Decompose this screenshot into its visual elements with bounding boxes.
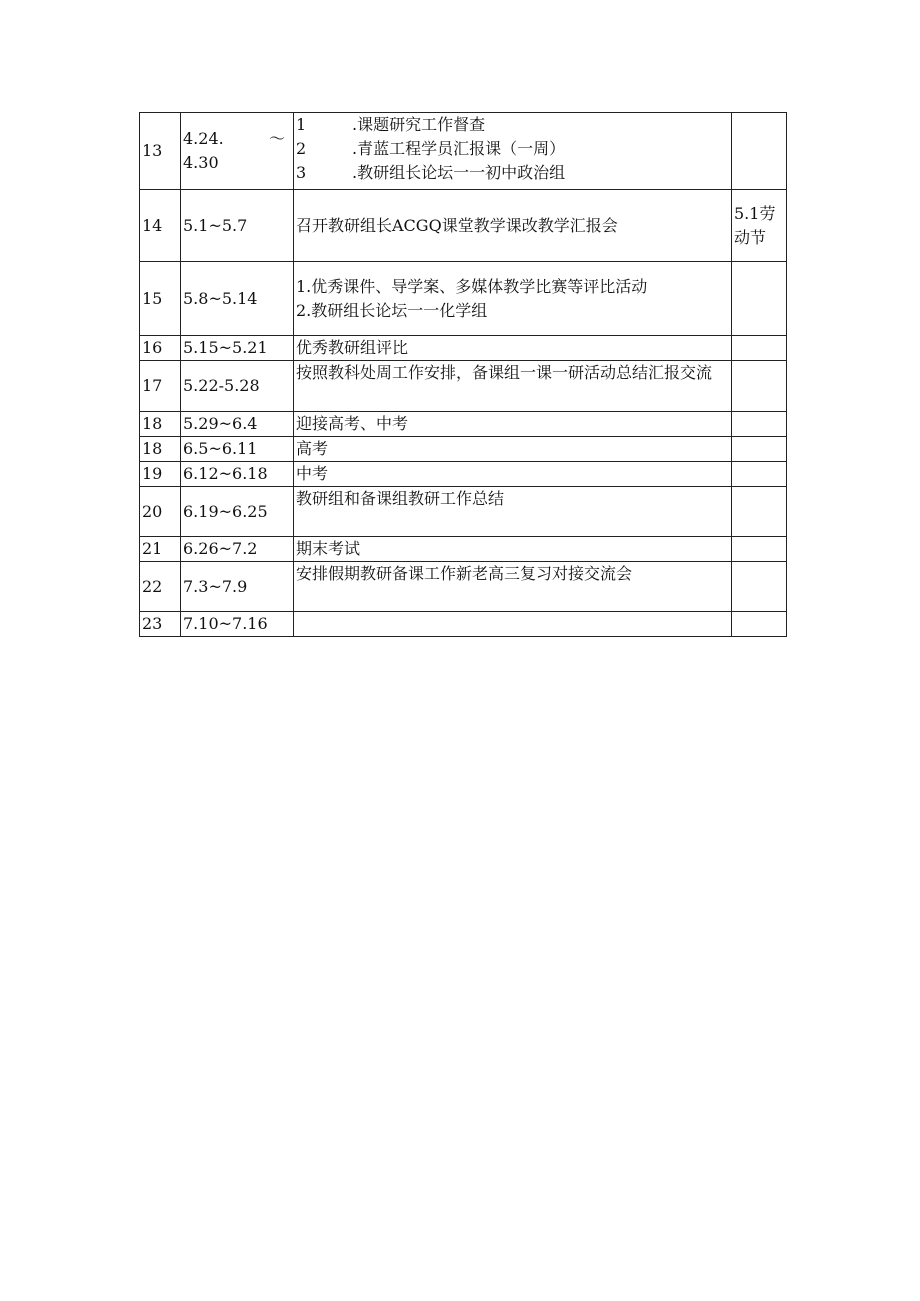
- table-row: [140, 190, 787, 262]
- table-row: [140, 412, 787, 437]
- activity-cell: 中考: [294, 462, 732, 487]
- activity-line: 1.优秀课件、导学案、多媒体教学比赛等评比活动: [296, 276, 648, 296]
- date-start: 4.24.: [183, 129, 224, 148]
- activity-cell: 期末考试: [294, 537, 732, 562]
- week-cell: 23: [140, 612, 181, 637]
- note-cell: [732, 562, 787, 612]
- item-text: .课题研究工作督查: [352, 115, 486, 134]
- week-cell: 18: [140, 437, 181, 462]
- week-cell: 17: [140, 361, 181, 412]
- activity-cell: [294, 612, 732, 637]
- table-row: [140, 462, 787, 487]
- activity-cell: 安排假期教研备课工作新老高三复习对接交流会: [294, 562, 732, 612]
- date-cell: 6.26~7.2: [181, 537, 294, 562]
- item-text: .教研组长论坛一一初中政治组: [352, 163, 566, 182]
- note-cell: 5.1劳动节: [732, 190, 787, 262]
- date-cell: 5.1~5.7: [181, 190, 294, 262]
- week-cell: 13: [140, 113, 181, 190]
- activity-cell: 按照教科处周工作安排，备课组一课一研活动总结汇报交流: [294, 361, 732, 412]
- date-cell: 6.5~6.11: [181, 437, 294, 462]
- activity-cell: [294, 113, 732, 190]
- week-cell: 14: [140, 190, 181, 262]
- date-cell: 5.29~6.4: [181, 412, 294, 437]
- date-cell: 5.15~5.21: [181, 336, 294, 361]
- activity-cell: 高考: [294, 437, 732, 462]
- item-text: .青蓝工程学员汇报课（一周）: [352, 139, 566, 158]
- activity-cell: 教研组和备课组教研工作总结: [294, 487, 732, 537]
- note-cell: [732, 612, 787, 637]
- week-cell: 18: [140, 412, 181, 437]
- activity-cell: [294, 262, 732, 336]
- date-tilde: ～: [268, 129, 285, 148]
- week-cell: 19: [140, 462, 181, 487]
- date-cell: 7.10~7.16: [181, 612, 294, 637]
- date-cell: [181, 113, 294, 190]
- table-row: [140, 437, 787, 462]
- week-cell: 22: [140, 562, 181, 612]
- note-cell: [732, 487, 787, 537]
- note-cell: [732, 113, 787, 190]
- activity-line: 2.教研组长论坛一一化学组: [296, 300, 488, 320]
- note-cell: [732, 361, 787, 412]
- list-item: [296, 113, 729, 137]
- table-row: [140, 562, 787, 612]
- table-row: [140, 336, 787, 361]
- item-number: 2: [296, 139, 307, 158]
- table-row: [140, 361, 787, 412]
- table-row: [140, 487, 787, 537]
- note-cell: [732, 336, 787, 361]
- week-cell: 15: [140, 262, 181, 336]
- table-row: [140, 262, 787, 336]
- table-row: [140, 537, 787, 562]
- schedule-table: [139, 112, 787, 637]
- note-cell: [732, 262, 787, 336]
- date-cell: 5.22-5.28: [181, 361, 294, 412]
- date-cell: 7.3~7.9: [181, 562, 294, 612]
- activity-cell: 召开教研组长ACGQ课堂教学课改教学汇报会: [294, 190, 732, 262]
- date-cell: 6.19~6.25: [181, 487, 294, 537]
- date-cell: 5.8~5.14: [181, 262, 294, 336]
- week-cell: 16: [140, 336, 181, 361]
- list-item: [296, 137, 729, 161]
- table-row: [140, 612, 787, 637]
- week-cell: 21: [140, 537, 181, 562]
- item-number: 3: [296, 163, 307, 182]
- table-row: [140, 113, 787, 190]
- note-cell: [732, 462, 787, 487]
- date-cell: 6.12~6.18: [181, 462, 294, 487]
- note-cell: [732, 412, 787, 437]
- week-cell: 20: [140, 487, 181, 537]
- date-end: 4.30: [183, 153, 219, 172]
- item-number: 1: [296, 115, 307, 134]
- note-cell: [732, 437, 787, 462]
- activity-cell: 优秀教研组评比: [294, 336, 732, 361]
- list-item: [296, 161, 729, 185]
- activity-cell: 迎接高考、中考: [294, 412, 732, 437]
- note-cell: [732, 537, 787, 562]
